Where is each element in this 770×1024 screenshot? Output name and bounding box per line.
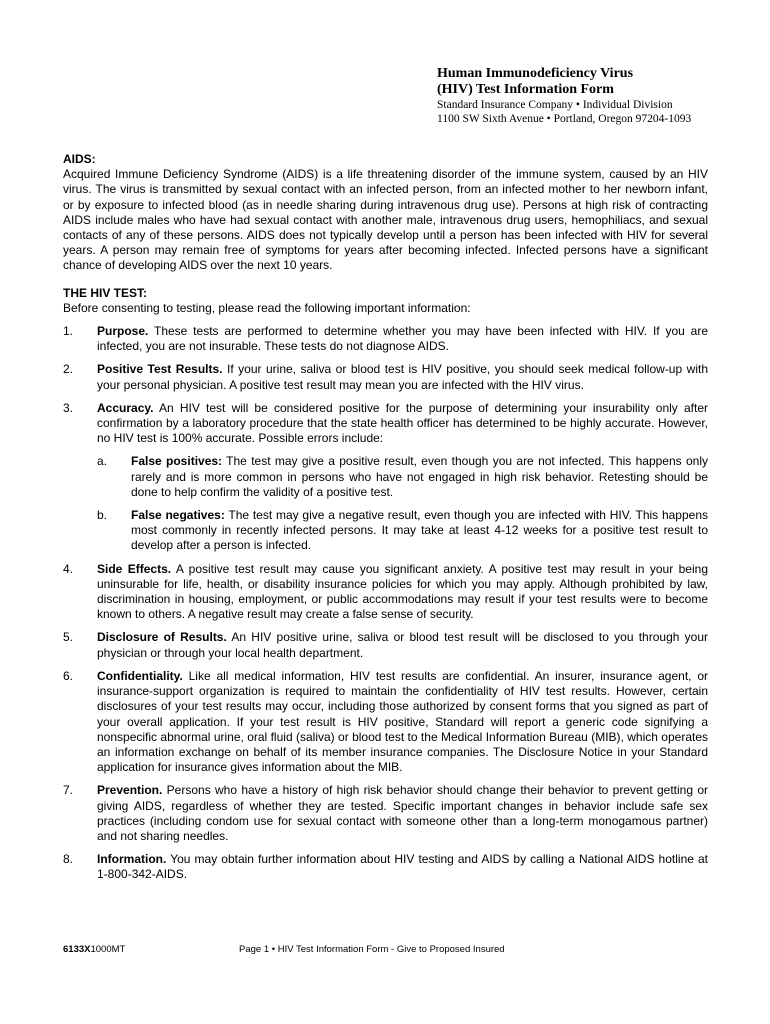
sub-list-label: False negatives: xyxy=(131,508,225,523)
list-item-positive-results xyxy=(63,362,708,392)
list-item-disclosure xyxy=(63,630,708,660)
form-title-line2: (HIV) Test Information Form xyxy=(437,82,614,97)
sub-list-text: The test may give a negative result, even though you are infected with HIV. This happens most commonly in recently infected persons. It may take at least 4-12 weeks for a positive test result to develop after a person is infected. xyxy=(131,508,708,553)
company-name: Standard Insurance Company • Individual Division xyxy=(437,99,673,111)
list-number: 5. xyxy=(63,630,74,645)
list-label: Positive Test Results. xyxy=(97,362,223,377)
list-number: 3. xyxy=(63,400,74,415)
footer-page-label: Page 1 • HIV Test Information Form - Give to Proposed Insured xyxy=(239,944,505,955)
hiv-test-intro: Before consenting to testing, please read the following important information: xyxy=(63,300,471,315)
list-text: These tests are performed to determine whether you may have been infected with HIV. If you are infected, you are not insurable. These tests do not diagnose AIDS. xyxy=(97,324,708,354)
list-text: If your urine, saliva or blood test is HIV positive, you should seek medical follow-up with your personal physician. A positive test result may mean you are infected with the HIV virus. xyxy=(97,362,708,392)
list-item-accuracy xyxy=(63,401,708,554)
sub-list-letter: a. xyxy=(97,454,108,469)
list-number: 2. xyxy=(63,362,74,377)
aids-heading: AIDS: xyxy=(63,152,96,166)
list-number: 8. xyxy=(63,852,74,867)
list-text: Like all medical information, HIV test results are confidential. An insurer, insurance agent, or insurance-support organization is required to maintain the confidentiality of HIV test results. However, certain disclosures of your test results may occur, including those authorized by consent forms that you signed as part of your overall application. If your test result is HIV positive, Standard will report a generic code signifying a nonspecific abnormal urine, oral fluid (saliva) or blood test to the Medical Information Bureau (MIB), which operates an information exchange on behalf of its member insurance companies. The Disclosure Notice in your Standard application for insurance gives information about the MIB. xyxy=(97,668,708,775)
sub-list-letter: b. xyxy=(97,508,108,523)
list-label: Prevention. xyxy=(97,783,163,798)
company-address: 1100 SW Sixth Avenue • Portland, Oregon 97204-1093 xyxy=(437,113,692,125)
list-label: Purpose. xyxy=(97,324,149,339)
list-label: Information. xyxy=(97,852,167,867)
sub-list-label: False positives: xyxy=(131,454,223,469)
list-item-confidentiality xyxy=(63,669,708,775)
list-number: 6. xyxy=(63,668,74,683)
list-text: Persons who have a history of high risk behavior should change their behavior to prevent getting or giving AIDS, regardless of whether they are tested. Specific important changes in behavior include safe sex practices (including condom use for sexual contact with someone other than a long-term monogamous partner) and not sharing needles. xyxy=(97,783,708,843)
form-code-bold: 6133X xyxy=(63,944,91,955)
list-item-information xyxy=(63,852,708,882)
form-code xyxy=(63,944,125,955)
list-number: 7. xyxy=(63,783,74,798)
sub-item-false-negatives xyxy=(97,508,708,554)
list-text: An HIV positive urine, saliva or blood test result will be disclosed to you through your physician or through your local health department. xyxy=(97,630,708,660)
list-item-side-effects xyxy=(63,562,708,623)
sub-list-text: The test may give a positive result, even though you are not infected. This happens only rarely and is more common in persons who have not engaged in high risk behavior. Retesting should be done to help confirm the validity of a positive test. xyxy=(131,454,708,499)
list-item-purpose xyxy=(63,324,708,354)
list-label: Side Effects. xyxy=(97,561,172,576)
form-title-line1: Human Immunodeficiency Virus xyxy=(437,66,634,81)
sub-item-false-positives xyxy=(97,454,708,500)
list-label: Disclosure of Results. xyxy=(97,630,227,645)
aids-paragraph: Acquired Immune Deficiency Syndrome (AIDS) is a life threatening disorder of the immune system, caused by an HIV virus. The virus is transmitted by sexual contact with an infected person, from an infected mother to her newborn infant, or by exposure to infected blood (as in needle sharing during intravenous drug use). Persons at high risk of contracting AIDS include males who have had sexual contact with another male, intravenous drug users, hemophiliacs, and sexual contacts of any of these persons. AIDS does not typically develop until a person has been infected with HIV for several years. A person may remain free of symptoms for years after becoming infected. Infected persons have a significant chance of developing AIDS over the next 10 years. xyxy=(63,167,708,273)
form-body xyxy=(63,152,708,891)
accuracy-sub-list xyxy=(97,454,708,553)
list-label: Confidentiality. xyxy=(97,668,183,683)
list-label: Accuracy. xyxy=(97,400,154,415)
hiv-test-heading: THE HIV TEST: xyxy=(63,285,148,300)
list-number: 1. xyxy=(63,324,74,339)
list-number: 4. xyxy=(63,561,74,576)
list-text: A positive test result may cause you significant anxiety. A positive test may result in your being uninsurable for life, health, or disability insurance policies for which you may apply. Although prohibited by law, discrimination in housing, employment, or public accommodations may result if your test results were to become known to others. A negative result may create a false sense of security. xyxy=(97,561,708,622)
list-item-prevention xyxy=(63,783,708,844)
list-text: You may obtain further information about HIV testing and AIDS by calling a National AIDS hotline at 1-800-342-AIDS. xyxy=(97,852,708,882)
form-header xyxy=(437,66,757,126)
list-text: An HIV test will be considered positive for the purpose of determining your insurability only after confirmation by a laboratory procedure that the state health officer has determined to be highly accurate. However, no HIV test is 100% accurate. Possible errors include: xyxy=(97,400,708,446)
form-code-rest: 1000MT xyxy=(90,944,126,955)
